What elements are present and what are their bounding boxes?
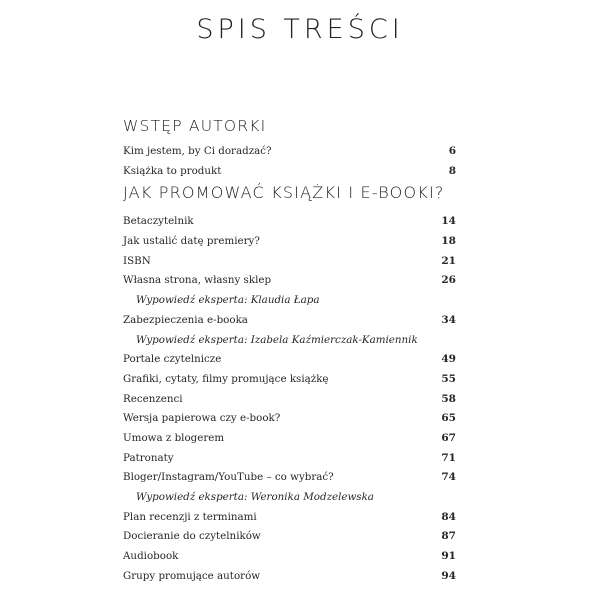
toc-entry[interactable] [123, 390, 456, 410]
toc-subentry-label: Wypowiedź eksperta: Weronika Modzelewska [136, 491, 374, 503]
toc-entry-label: Audiobook [123, 550, 179, 563]
toc-entry-page: 67 [441, 431, 456, 444]
toc-entry-label: Własna strona, własny sklep [123, 274, 272, 287]
toc-entry-page: 94 [441, 569, 456, 582]
toc-entry[interactable] [123, 311, 456, 331]
toc-entry[interactable] [123, 350, 456, 370]
toc-subentry-expert[interactable] [123, 331, 456, 351]
toc-entry[interactable] [123, 508, 456, 528]
toc-entry-page: 8 [448, 164, 456, 177]
toc-entry-page: 65 [441, 412, 456, 425]
toc-entry[interactable] [123, 212, 456, 232]
toc-entry-label: Wersja papierowa czy e-book? [123, 412, 281, 425]
toc-entry[interactable] [123, 527, 456, 547]
toc-entry-label: Betaczytelnik [123, 215, 194, 228]
toc-entry[interactable] [123, 232, 456, 252]
toc-entry-page: 49 [441, 353, 456, 366]
toc-entry-page: 87 [441, 530, 456, 543]
toc-entry-page: 84 [441, 510, 456, 523]
page-title: SPIS TREŚCI [196, 14, 404, 45]
toc-entry[interactable] [123, 252, 456, 272]
toc-entry-label: Recenzenci [123, 392, 183, 405]
toc-entry[interactable] [123, 271, 456, 291]
toc-entry[interactable] [123, 409, 456, 429]
toc-entry-page: 21 [441, 254, 456, 267]
toc-entry-label: Plan recenzji z terminami [123, 510, 257, 523]
section-heading: JAK PROMOWAĆ KSIĄŻKI I E-BOOKI? [123, 183, 445, 203]
toc-entry-page: 71 [441, 451, 456, 464]
toc-entry-page: 34 [441, 313, 456, 326]
toc-entry[interactable] [123, 142, 456, 162]
toc-entry-label: Bloger/Instagram/YouTube – co wybrać? [123, 471, 334, 484]
toc-subentry-label: Wypowiedź eksperta: Klaudia Łapa [136, 294, 320, 307]
toc-subentry-expert[interactable] [123, 488, 456, 508]
toc-entry-label: Umowa z blogerem [123, 431, 225, 444]
toc-entry[interactable] [123, 429, 456, 449]
toc-entry-label: Grafiki, cytaty, filmy promujące książkę [123, 372, 329, 385]
toc-entry-label: Jak ustalić datę premiery? [123, 235, 260, 248]
table-of-contents [123, 116, 456, 586]
toc-entry-page: 55 [441, 372, 456, 385]
toc-entry-label: Docieranie do czytelników [123, 530, 261, 543]
toc-entry[interactable] [123, 567, 456, 587]
section-heading: WSTĘP AUTORKI [123, 117, 267, 135]
toc-entry-label: Patronaty [123, 451, 174, 464]
toc-entry-page: 74 [441, 471, 456, 484]
toc-entry-label: Zabezpieczenia e-booka [123, 313, 248, 326]
toc-entry[interactable] [123, 449, 456, 469]
toc-entry[interactable] [123, 370, 456, 390]
toc-entry-page: 18 [441, 235, 456, 248]
toc-entry-page: 14 [441, 215, 456, 228]
toc-entry[interactable] [123, 547, 456, 567]
toc-entry-page: 91 [441, 550, 456, 563]
toc-entry-label: Książka to produkt [123, 164, 222, 177]
toc-entry[interactable] [123, 162, 456, 182]
toc-entry-page: 6 [448, 145, 456, 157]
toc-entry-page: 26 [441, 274, 456, 287]
toc-entry-label: Grupy promujące autorów [123, 569, 261, 582]
toc-entry-page: 58 [441, 392, 456, 405]
toc-entry-label: ISBN [123, 254, 151, 267]
toc-entry-label: Portale czytelnicze [123, 353, 222, 366]
toc-subentry-label: Wypowiedź eksperta: Izabela Kaźmierczak-Kamiennik [136, 333, 418, 346]
toc-entry-label: Kim jestem, by Ci doradzać? [123, 145, 272, 157]
toc-entry[interactable] [123, 468, 456, 488]
toc-subentry-expert[interactable] [123, 291, 456, 311]
